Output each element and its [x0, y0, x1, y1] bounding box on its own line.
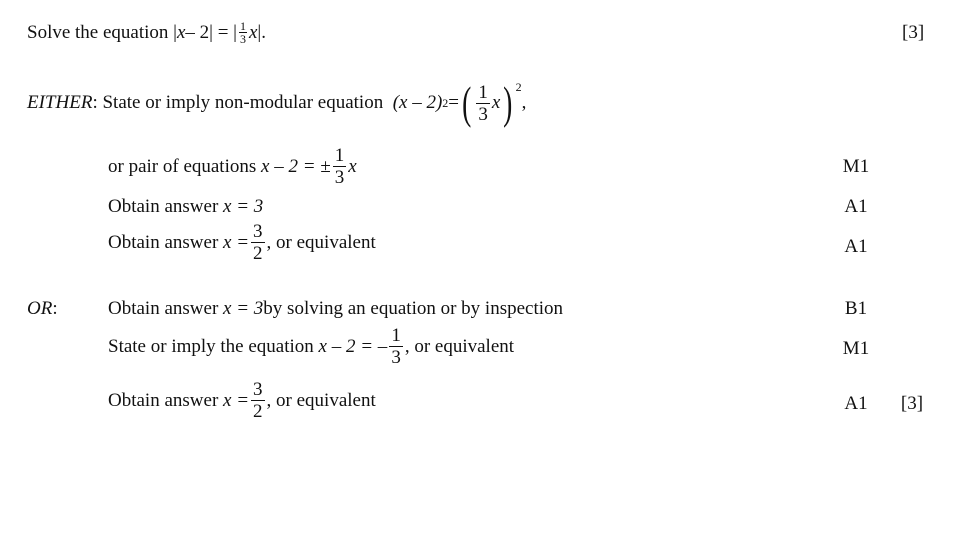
pair-frac-num: 1	[334, 145, 345, 166]
or-l3-frac-den: 2	[253, 401, 263, 422]
ans2-eq: x =	[223, 231, 250, 253]
either-eq-equals: =	[448, 92, 460, 113]
or-line3	[108, 380, 376, 421]
either-ans1-line	[108, 196, 263, 218]
ans2-tail: , or equivalent	[266, 231, 376, 253]
question-frac-num: 1	[239, 19, 246, 33]
or-l2-fraction	[389, 326, 403, 367]
either-ans2-line	[108, 222, 376, 263]
or-l3-mark: A1	[844, 393, 868, 414]
or-l2-text: State or imply the equation	[108, 335, 314, 357]
either-eq-exp: 2	[442, 95, 449, 110]
either-equation-line	[27, 77, 527, 128]
question-total-marks: [3]	[902, 22, 925, 43]
either-label: EITHER	[27, 92, 93, 113]
question-fraction	[239, 20, 247, 45]
or-label-wrap	[27, 298, 58, 320]
ans2-mark: A1	[844, 236, 868, 257]
or-l2-mark: M1	[842, 338, 870, 359]
pair-mark: M1	[842, 156, 870, 177]
ans1-text: Obtain answer	[108, 196, 219, 217]
either-pair-line	[108, 146, 357, 187]
or-l3-tail: , or equivalent	[266, 389, 376, 411]
either-colon: :	[92, 92, 98, 113]
or-l3-total: [3]	[900, 393, 924, 414]
question-suffix: |.	[257, 21, 266, 43]
or-l2-frac-den: 3	[391, 347, 401, 368]
question-text	[27, 20, 266, 45]
or-l1-tail: by solving an equation or by inspection	[263, 298, 564, 319]
question-prefix: Solve the equation |	[27, 21, 177, 43]
ans2-text: Obtain answer	[108, 231, 219, 253]
either-eq-x: x	[491, 92, 501, 113]
or-line2	[108, 326, 514, 367]
question-x2: x	[248, 21, 258, 43]
ans2-frac-num: 3	[253, 221, 263, 242]
or-l1-mark: B1	[844, 298, 868, 319]
or-l3-eq: x =	[223, 389, 250, 411]
either-frac-den: 3	[478, 103, 488, 125]
ans2-frac-den: 2	[253, 243, 263, 264]
left-paren: (	[462, 77, 472, 128]
either-eq-lhs: (x – 2)	[392, 92, 443, 113]
or-l2-eq: x – 2 = –	[318, 335, 388, 357]
or-l2-tail: , or equivalent	[404, 335, 515, 357]
pair-fraction	[333, 146, 347, 187]
pair-frac-den: 3	[334, 167, 345, 188]
either-eq-fraction	[476, 83, 490, 124]
question-frac-den: 3	[239, 32, 246, 46]
or-l3-text: Obtain answer	[108, 389, 219, 411]
either-outer-exp: 2	[515, 80, 522, 94]
or-label: OR	[27, 298, 53, 319]
ans2-fraction	[251, 222, 265, 263]
or-l3-frac-num: 3	[253, 379, 263, 400]
question-x: x	[176, 21, 186, 43]
or-colon: :	[52, 298, 58, 319]
ans1-eq: x = 3	[223, 196, 264, 217]
or-l2-frac-num: 1	[391, 325, 401, 346]
either-text: State or imply non-modular equation	[102, 92, 384, 113]
or-l1-text: Obtain answer	[108, 298, 219, 319]
ans1-mark: A1	[844, 196, 868, 217]
or-line1	[108, 298, 563, 320]
question-middle: – 2| = |	[185, 21, 237, 43]
right-paren: )	[503, 77, 513, 128]
either-frac-num: 1	[478, 81, 488, 103]
pair-x: x	[348, 155, 357, 177]
either-trail: ,	[521, 92, 527, 113]
or-l1-eq: x = 3	[223, 298, 264, 319]
or-l3-fraction	[251, 380, 265, 421]
pair-lhs: x – 2 = ±	[261, 155, 331, 177]
pair-text: or pair of equations	[108, 155, 257, 177]
